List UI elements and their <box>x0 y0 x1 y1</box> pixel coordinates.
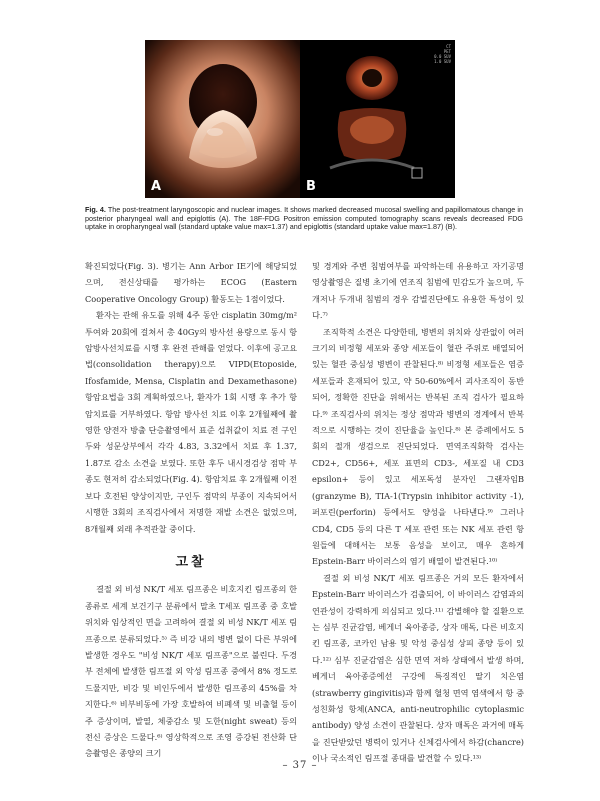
left-paragraph-2: 환자는 관해 유도를 위해 4주 동안 cisplatin 30mg/m² 투여와 20회에 걸쳐서 총 40Gy의 방사선 용량으로 동시 항암방사선치료를 시행 후 완전 관해를 얻었다. 이후에 공고요법(consolidation therapy)으로 VIPD(Etoposide, Ifosfamide, Mensa, Cisplatin and Dexamethasone) 항암요법을 3회 계획하였으나, 환자가 1회 시행 후 추가 항암치료를 거부하였다. 항암 방사선 치료 이후 2개월째에 촬영한 양전자 방출 단층촬영에서 표준 섭취값이 치료 전 구인두와 성문상부에서 각각 4.83, 3.32에서 치료 후 1.37, 1.87로 감소 소견을 보였다. 또한 후두 내시경검상 점막 부종도 현저히 감소되었다(Fig. 4). 항암치료 후 2개월째 이전보다 호전된 양상이지만, 구인두 점막의 부종이 지속되어서 시행한 3회의 조직검사에서 저명한 재발 소견은 없었으며, 8개월째 외래 추적관찰 중이다. <box>85 310 297 534</box>
left-paragraph-1: 확진되었다(Fig. 3). 병기는 Ann Arbor IE기에 해당되었으며, 전신상태를 평가하는 ECOG (Eastern Cooperative Oncology Group) 활동도는 1점이었다. <box>85 261 297 304</box>
left-column <box>85 258 297 762</box>
section-heading-discussion: 고찰 <box>175 554 207 570</box>
right-paragraph-2: 조직학적 소견은 다양한데, 병변의 위치와 상관없이 여러 크기의 비정형 세포와 종양 세포들이 혈관 주위로 배열되어 있는 혈관 중심성 병변이 관찰된다.⁸⁾ 비정형 세포들은 염증 세포들과 혼재되어 있고, 약 50-60%에서 괴사조직이 동반되어, 정확한 진단을 위해서는 반복된 조직 검사가 필요하다.⁹⁾ 조직검사의 위치는 정상 점막과 병변의 경계에서 반복적으로 시행하는 것이 진단율을 높인다.⁸⁾ 본 증례에서도 5회의 절개 생검으로 진단되었다. 면역조직화학 검사는 CD2+, CD56+, 세포 표면의 CD3-, 세포질 내 CD3 epsilon+ 등이 있고 세포독성 분자인 그랜자임B (granzyme B), TIA-1(Trypsin inhibitor activity -1), 퍼포린(perforin) 등에서도 양성을 나타낸다.⁹⁾ 그러나 CD4, CD5 등의 다른 T 세포 관련 또는 NK 세포 관련 항원들에 대해서는 보통 음성을 보이고, 매우 흔하게 Epstein-Barr 바이러스의 염기 배열이 발견된다.¹⁰⁾ <box>312 326 524 567</box>
caption-text: The post-treatment laryngoscopic and nuclear images. It shows marked decreased mucosal swelling and papillomatous change in posterior pharyngeal wall and epiglottis (A). The 18F-FDG Positron emission computed tomography scans reveals decreased FDG uptake in oropharyngeal wall (standard uptake value max=1.37) and epiglottis (standard uptake value max=1.87) (B). <box>85 205 523 232</box>
panel-b-label: B <box>306 179 316 194</box>
right-column <box>312 258 524 767</box>
laryngoscopic-image <box>145 40 300 198</box>
laryngoscopy-illustration <box>145 40 300 198</box>
right-paragraph-3: 결절 외 비성 NK/T 세포 림프종은 거의 모든 환자에서 Epstein-Barr 바이러스가 검출되어, 이 바이러스 감염과의 연관성이 강력하게 의심되고 있다.¹¹⁾ 감별해야 할 질환으로는 심부 진균감염, 베게너 육아종증, 상자 매독, 다른 비호지킨 림프종, 코카인 남용 및 악성 중심성 상피 종양 등이 있다.¹²⁾ 심부 진균감염은 심한 면역 저하 상태에서 발생 하며, 베게너 육아종증에선 구강에 특징적인 딸기 치은염(strawberry gingivitis)과 함께 혈청 면역 염색에서 항 중성친화성 항체(ANCA, anti-neutrophilic cytoplasmic antibody) 양성 소견이 관찰된다. 상자 매독은 과거에 매독을 진단받았던 병력이 있거나 신체검사에서 하감(chancre)이나 국소적인 림프절 종대를 발견할 수 있다.¹³⁾ <box>312 572 524 764</box>
figure-caption <box>85 206 523 232</box>
left-paragraph-3: 결절 외 비성 NK/T 세포 림프종은 비호지킨 림프종의 한 종류로 세계 보건기구 분류에서 말초 T세포 림프종 중 호발 위치와 임상적인 면을 고려하여 결절 외 비성 NK/T 세포 림프종으로 분류되었다.⁵⁾ 즉 비강 내의 병변 없이 다른 부위에 발생한 경우도 "비성 NK/T 세포 림프종"으로 불린다. 두경부 전체에 발생한 림프절 외 악성 림프종 중에서 8% 정도로 드물지만, 비강 및 비인두에서 발생한 림프종의 45%를 차지한다.⁶⁾ 비부비동에 가장 호발하여 비폐색 및 비출혈 등이 주 증상이며, 발열, 체중감소 및 도한(night sweat) 등의 전신 증상은 드물다.⁶⁾ 영상학적으로 조영 증강된 전산화 단층촬영은 종양의 크기 <box>85 584 297 759</box>
pet-ct-image <box>300 40 455 198</box>
panel-a-label: A <box>151 179 162 194</box>
scan-overlay-text: CT PET 0.0 SUV 1.0 SUV <box>434 44 451 64</box>
pet-ct-illustration <box>300 40 455 198</box>
right-paragraph-1: 및 경계와 주변 침범여부를 파악하는데 유용하고 자기공명영상촬영은 질병 초기에 연조직 침범에 민감도가 높으며, 두개저나 두개내 침범의 경우 감별진단에도 유용한 특성이 있다.⁷⁾ <box>312 261 524 321</box>
figure-4 <box>145 40 455 198</box>
caption-label: Fig. 4. <box>85 205 106 214</box>
page-number: – 37 – <box>282 760 318 771</box>
